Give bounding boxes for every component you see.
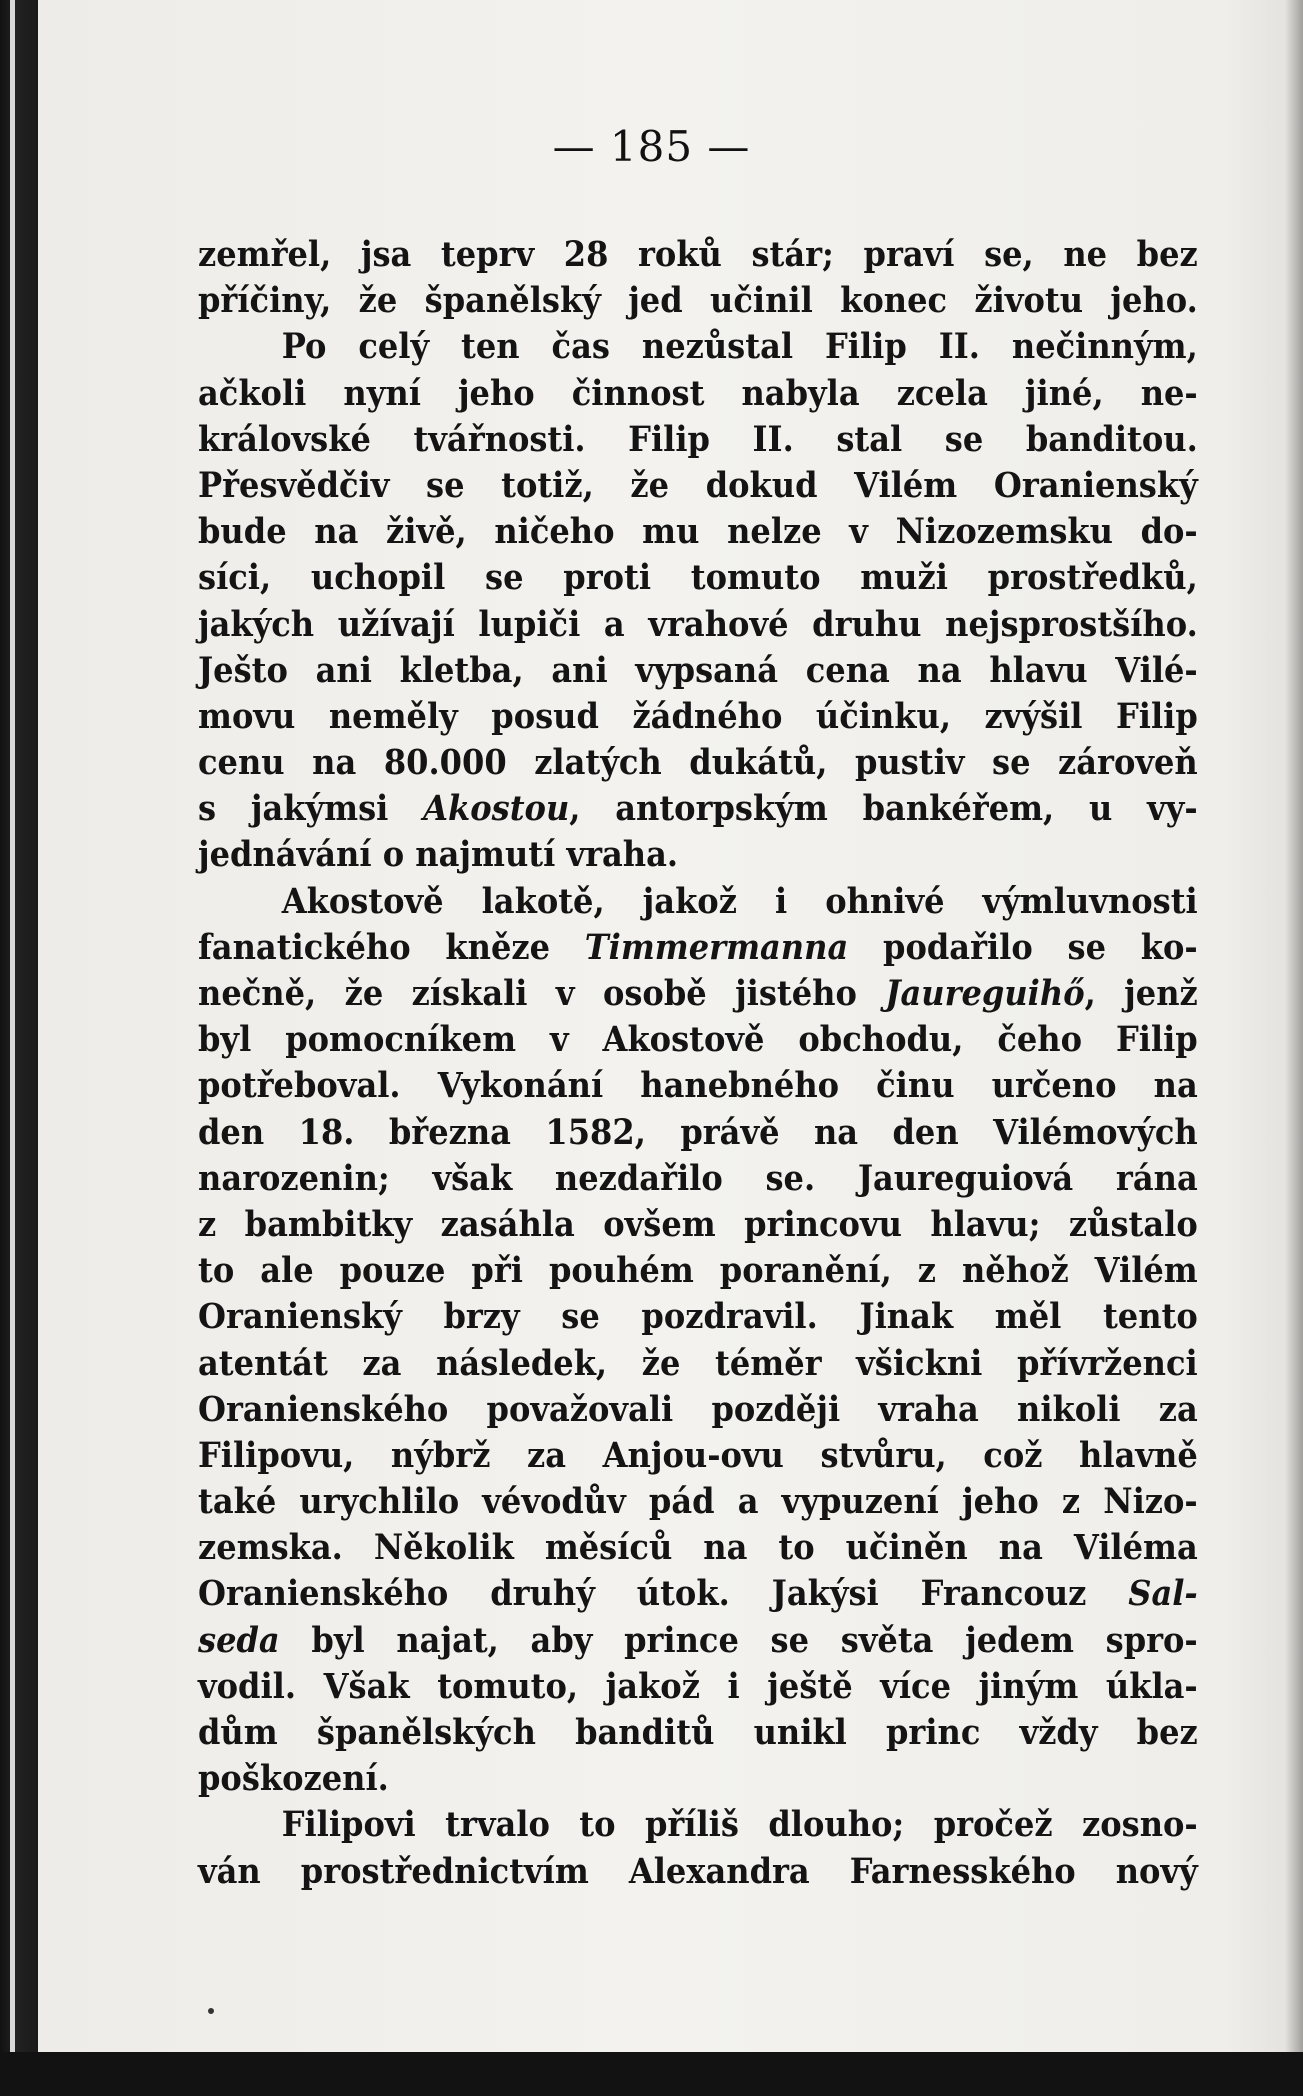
italic-name: Sal- [1128,1574,1198,1615]
text-run: bude na živě, ničeho mu nelze v Nizozemsku do- [198,512,1198,553]
text-line [198,1618,1198,1664]
text-line [198,417,1198,463]
text-line [198,1664,1198,1710]
text-line [198,555,1198,601]
text-line [198,232,1198,278]
text-line [198,1248,1198,1294]
text-line [198,1110,1198,1156]
text-line [198,832,1198,878]
scan-speck [208,2008,214,2014]
text-run: atentát za následek, že téměr všickni přívrženci [198,1343,1198,1384]
text-run: dům španělských banditů unikl princ vždy bez [198,1713,1198,1753]
text-run: fanatického kněze [198,927,585,968]
text-run: byl najat, aby prince se světa jedem spro- [279,1620,1198,1661]
scan-left-edge-highlight [10,0,15,2096]
text-line [198,1802,1198,1848]
text-line [198,740,1198,786]
text-run: příčiny, že španělský jed učinil konec životu jeho. [198,281,1198,322]
text-run: potřeboval. Vykonání hanebného činu určeno na [198,1066,1198,1107]
text-line [198,1063,1198,1109]
text-line [198,694,1198,740]
text-run: královské tvářnosti. Filip II. stal se banditou. [198,419,1198,460]
text-line [198,1756,1198,1802]
text-line [198,925,1198,971]
italic-name: seda [198,1620,280,1661]
scan-right-edge-shadow [1285,0,1303,2096]
text-run: byl pomocníkem v Akostově obchodu, čeho Filip [198,1020,1198,1061]
text-run: Filipovu, nýbrž za Anjou-ovu stvůru, což hlavně [198,1435,1198,1476]
text-run: , jenž [1084,974,1198,1014]
text-run: jakých užívají lupiči a vrahové druhu nejsprostšího. [198,604,1198,645]
text-run: vodil. Však tomuto, jakož i ještě více jiným úkla- [198,1666,1198,1707]
text-line [198,1156,1198,1202]
text-run: ačkoli nyní jeho činnost nabyla zcela jiné, ne- [198,373,1198,414]
text-line [198,463,1198,509]
italic-name: Jaureguihő [885,974,1085,1014]
scan-left-margin [0,0,38,2096]
text-line [198,648,1198,694]
text-run: den 18. března 1582, právě na den Vilémových [198,1112,1198,1153]
text-run: zemska. Několik měsíců na to učiněn na Viléma [198,1528,1198,1569]
page-number: — 185 — [552,122,751,171]
text-run: síci, uchopil se proti tomuto muži prostředků, [198,558,1198,599]
text-line [198,1202,1198,1248]
text-line [198,1017,1198,1063]
text-line [198,278,1198,324]
text-line [198,1479,1198,1525]
text-line [198,371,1198,417]
text-run: Akostově lakotě, jakož i ohnivé výmluvnosti [281,881,1198,922]
text-line [198,1294,1198,1340]
text-run: Filipovi trvalo to příliš dlouho; pročež zosno- [281,1805,1198,1846]
text-run: Ješto ani kletba, ani vypsaná cena na hlavu Vilé- [198,650,1198,691]
text-run: Po celý ten čas nezůstal Filip II. nečinným, [281,327,1198,368]
text-run: , antorpským bankéřem, u vy- [569,789,1198,830]
text-line [198,324,1198,370]
text-run: jednávání o najmutí vraha. [198,835,679,876]
text-line [198,879,1198,925]
italic-name: Timmermanna [584,927,849,968]
body-text [198,232,1198,1895]
text-line [198,1849,1198,1895]
text-line [198,786,1198,832]
text-line [198,1525,1198,1571]
text-run: s jakýmsi [198,789,424,830]
text-line [198,1341,1198,1387]
text-run: Oranienského považovali později vraha nikoli za [198,1389,1198,1430]
text-line [198,1571,1198,1617]
text-run: z bambitky zasáhla ovšem princovu hlavu; zůstalo [198,1204,1198,1245]
text-run: nečně, že získali v osobě jistého [198,974,886,1014]
text-line [198,1710,1198,1756]
text-run: to ale pouze při pouhém poranění, z něhož Vilém [198,1251,1198,1292]
text-run: ván prostřednictvím Alexandra Farnesského nový [198,1851,1198,1892]
text-run: Oranienský brzy se pozdravil. Jinak měl tento [198,1297,1198,1338]
text-line [198,509,1198,555]
italic-name: Akostou [423,789,570,830]
text-run: podařilo se ko- [848,927,1198,968]
text-line [198,1433,1198,1479]
text-line [198,1387,1198,1433]
text-run: narozenin; však nezdařilo se. Jaureguiová rána [198,1158,1198,1199]
text-run: poškození. [198,1759,389,1800]
text-line [198,602,1198,648]
scan-bottom-margin [0,2052,1303,2096]
text-run: Oranienského druhý útok. Jakýsi Francouz [198,1574,1129,1615]
text-run: zemřel, jsa teprv 28 roků stár; praví se, ne bez [198,235,1198,275]
text-run: také urychlilo vévodův pád a vypuzení jeho z Nizo- [198,1482,1198,1523]
text-run: cenu na 80.000 zlatých dukátů, pustiv se zároveň [198,743,1198,784]
text-line [198,971,1198,1017]
text-run: movu neměly posud žádného účinku, zvýšil Filip [198,696,1198,737]
text-run: Přesvědčiv se totiž, že dokud Vilém Oranienský [198,465,1198,506]
